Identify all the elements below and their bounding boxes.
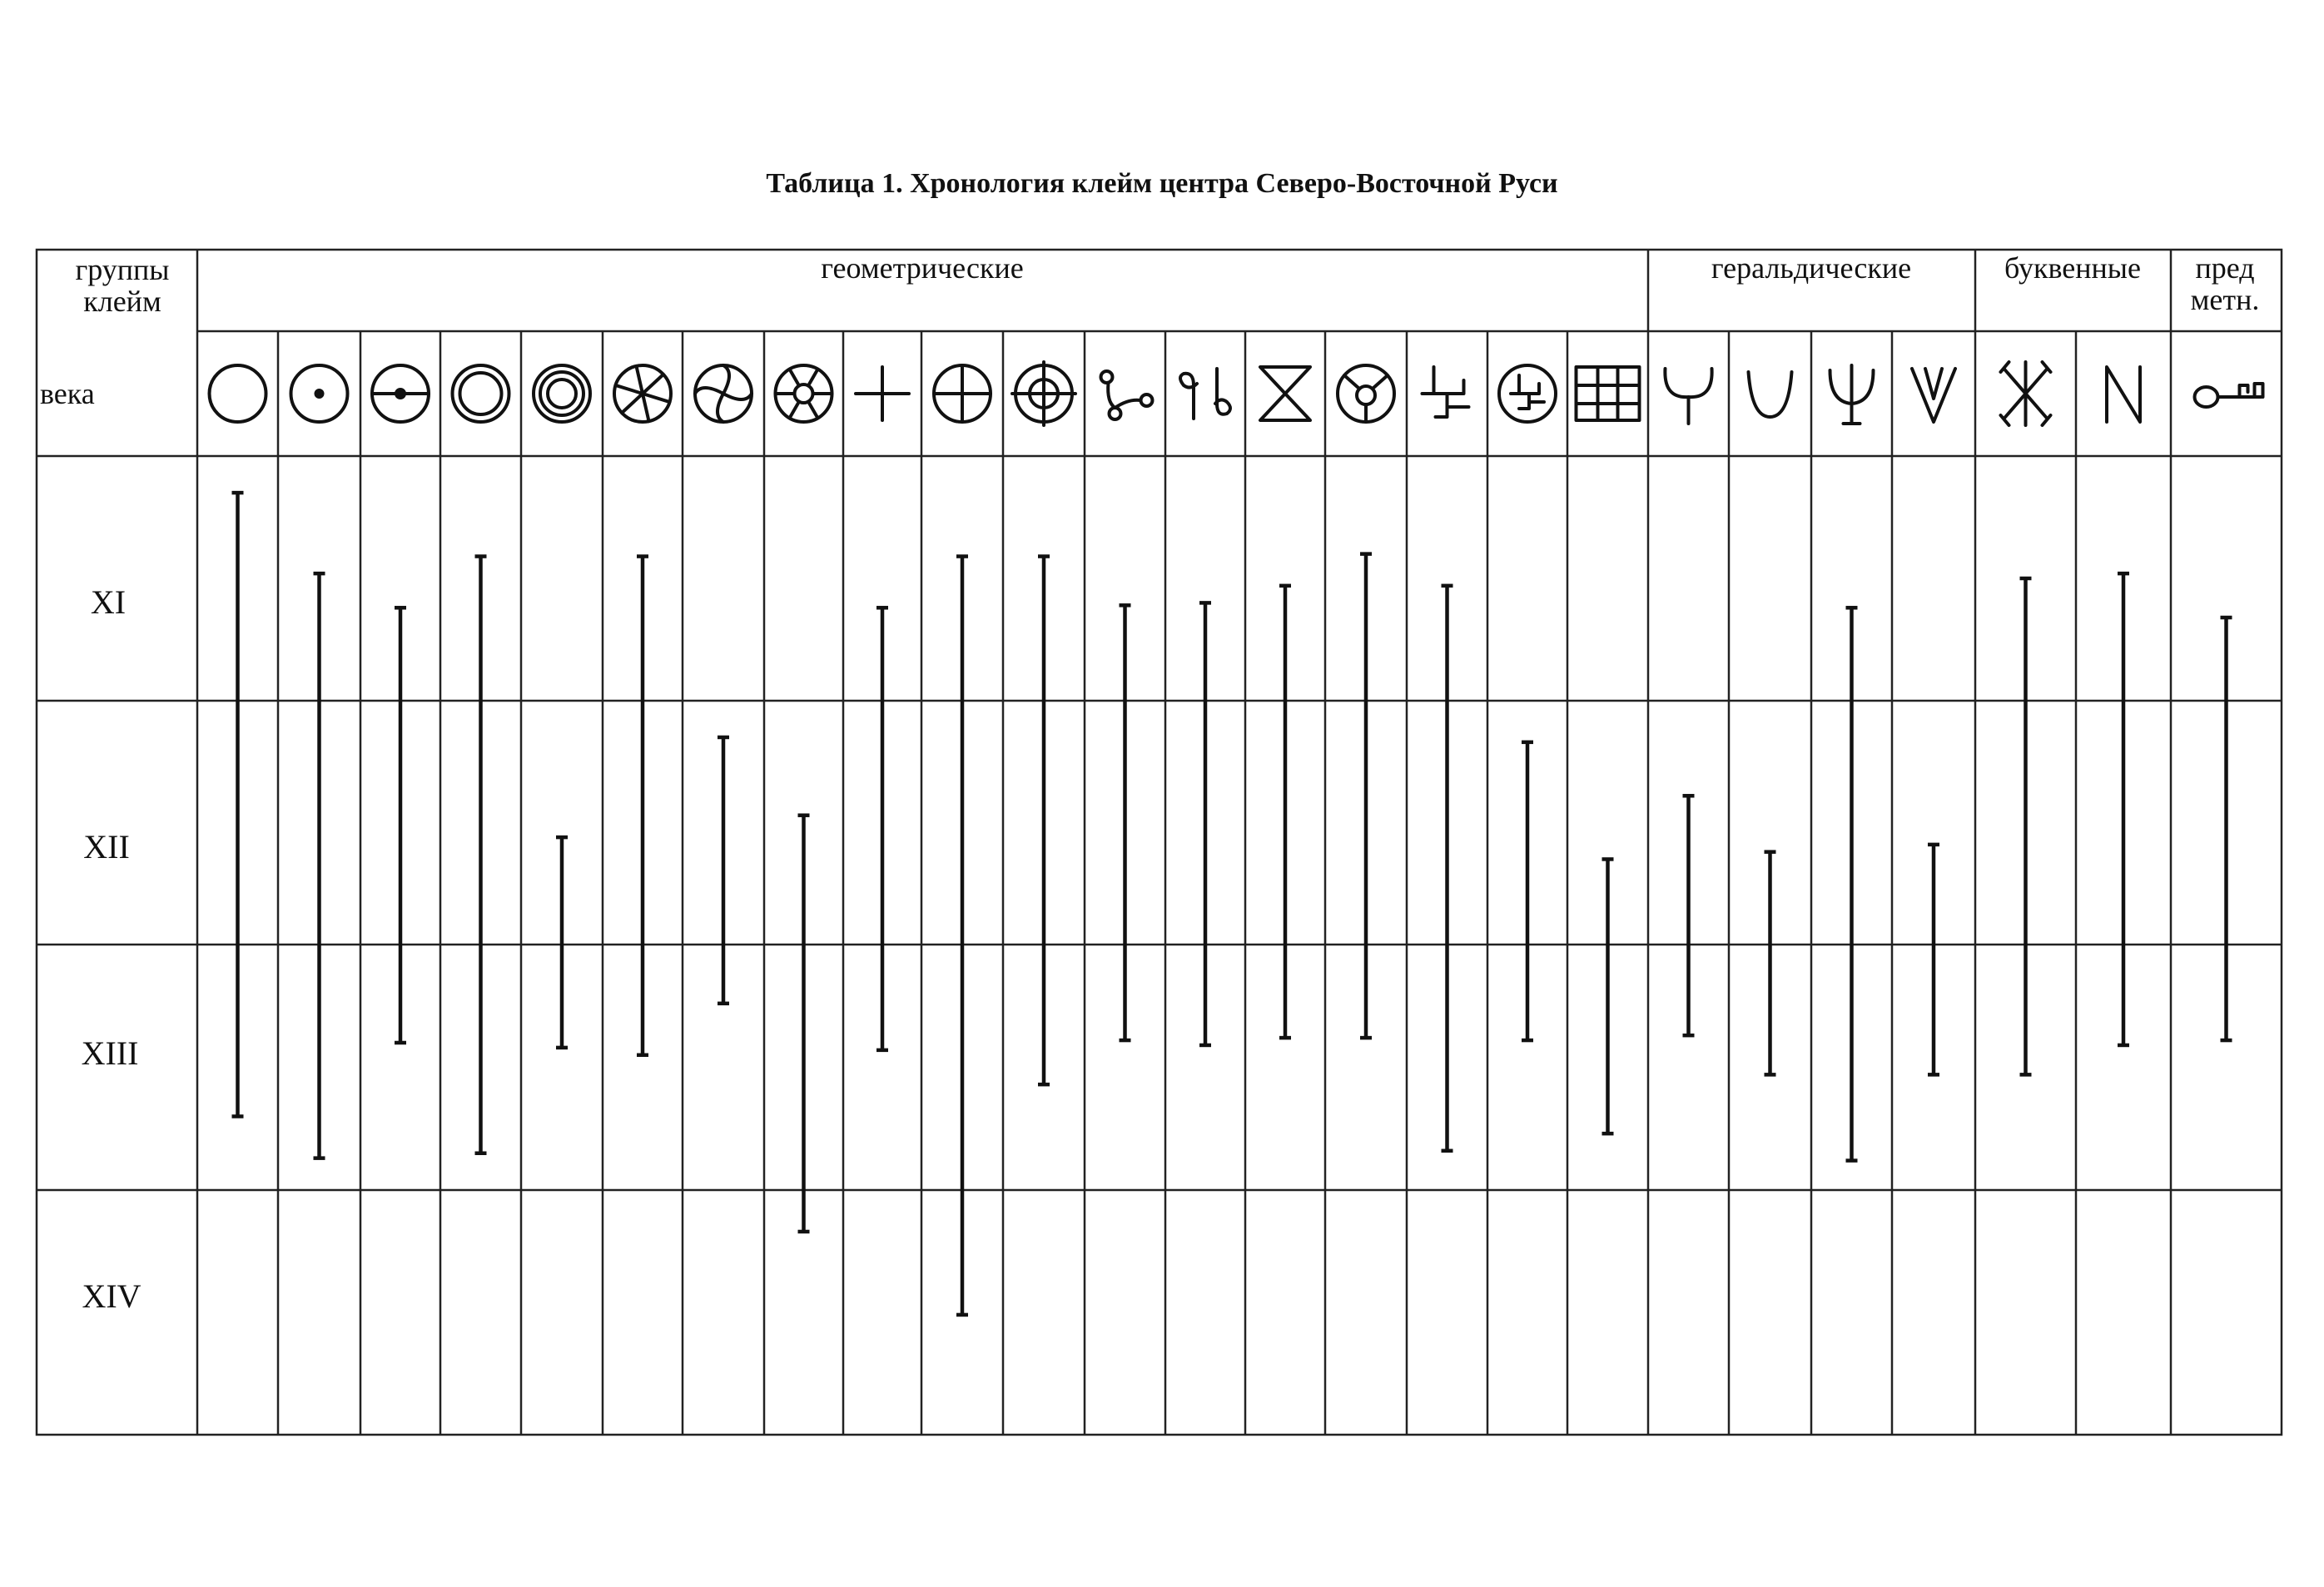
target-cross-icon bbox=[1012, 362, 1075, 425]
period-bar bbox=[1360, 554, 1372, 1039]
century-label-xii: XII bbox=[83, 828, 130, 865]
tri-knot-icon bbox=[1101, 371, 1153, 419]
swastika-icon bbox=[1423, 367, 1469, 417]
period-bar bbox=[1120, 605, 1131, 1040]
period-bar bbox=[876, 608, 888, 1050]
period-bar bbox=[475, 557, 487, 1153]
period-bar bbox=[395, 608, 406, 1043]
period-bar bbox=[1522, 742, 1533, 1040]
period-bar bbox=[2221, 617, 2232, 1040]
group-geometric: геометрические bbox=[821, 251, 1024, 285]
groups-label-line-1: группы bbox=[75, 253, 170, 286]
bident-cup-icon bbox=[1749, 372, 1792, 417]
group-objects-line-2: метн. bbox=[2190, 282, 2260, 316]
trident-icon bbox=[1830, 365, 1874, 424]
bident-stem-icon bbox=[1665, 369, 1711, 424]
table-border bbox=[37, 250, 2282, 1435]
period-bar bbox=[798, 816, 810, 1232]
centuries-header-label: века bbox=[40, 377, 95, 410]
circle-dot-icon bbox=[291, 365, 348, 422]
groups-header-label bbox=[52, 255, 193, 318]
period-bar bbox=[1038, 557, 1050, 1085]
period-bar bbox=[1442, 586, 1453, 1151]
period-bar bbox=[1602, 859, 1614, 1133]
cross-icon bbox=[856, 367, 909, 420]
period-bar bbox=[637, 557, 648, 1055]
letter-n-icon bbox=[2107, 367, 2140, 422]
groups-label-line-2: клейм bbox=[83, 284, 161, 318]
century-label-xiii: XIII bbox=[81, 1034, 139, 1072]
period-bar bbox=[1199, 603, 1211, 1045]
period-bar bbox=[1683, 796, 1695, 1035]
trident-fork-icon bbox=[1912, 369, 1955, 422]
hourglass-icon bbox=[1260, 367, 1310, 420]
triple-circle-icon bbox=[534, 365, 590, 422]
period-bar bbox=[718, 737, 729, 1004]
swastika-circle-icon bbox=[1499, 365, 1556, 422]
circle-bar-icon bbox=[372, 365, 429, 422]
wheel-spokes-icon bbox=[614, 365, 671, 422]
period-bar bbox=[556, 837, 568, 1048]
period-bar bbox=[956, 557, 968, 1315]
period-bar bbox=[1279, 586, 1291, 1038]
period-bar bbox=[1846, 608, 1858, 1160]
whirl-icon bbox=[695, 365, 752, 422]
century-label-xi: XI bbox=[90, 583, 127, 621]
period-bar bbox=[1765, 852, 1776, 1075]
period-bar bbox=[232, 493, 244, 1116]
period-bars bbox=[232, 493, 2232, 1315]
letter-zhe-icon bbox=[2001, 362, 2051, 425]
century-label-xiv: XIV bbox=[82, 1277, 142, 1315]
period-bar bbox=[314, 573, 325, 1158]
grid-icon bbox=[1577, 367, 1640, 420]
trident-circle-icon bbox=[1338, 365, 1394, 422]
symbol-row bbox=[210, 362, 2263, 425]
page-title: Таблица 1. Хронология клейм центра Северо-Восточной Руси bbox=[766, 168, 1558, 199]
period-bar bbox=[1928, 845, 1939, 1074]
rosette-wheel-icon bbox=[776, 365, 832, 422]
period-bar bbox=[2020, 578, 2032, 1074]
group-letter: буквенные bbox=[2004, 251, 2141, 285]
key-icon bbox=[2195, 384, 2263, 407]
period-bar bbox=[2118, 573, 2129, 1045]
circle-icon bbox=[210, 365, 266, 422]
double-circle-icon bbox=[453, 365, 509, 422]
table-grid bbox=[37, 250, 2282, 1435]
crossed-circle-icon bbox=[934, 365, 991, 422]
group-objects-line-1: пред bbox=[2195, 251, 2255, 285]
group-objects bbox=[2171, 253, 2279, 316]
double-hook-icon bbox=[1180, 369, 1230, 419]
group-heraldic: геральдические bbox=[1711, 251, 1912, 285]
